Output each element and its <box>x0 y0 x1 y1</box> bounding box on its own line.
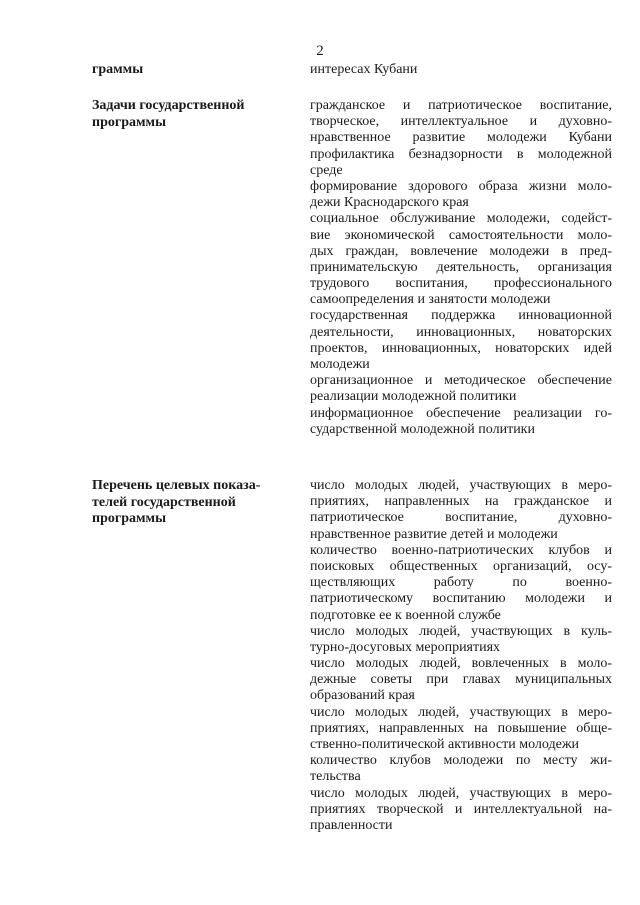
content-line: образований края <box>310 688 415 704</box>
content-line: дежные советы при главах муниципальных <box>310 672 612 688</box>
content-paragraph <box>310 308 612 373</box>
content-line: молодежи <box>310 357 370 373</box>
content-paragraph <box>310 786 612 835</box>
content-line: государственная поддержка инновационной <box>310 308 612 324</box>
content-line: нравственное развитие молодежи Кубани <box>310 130 612 146</box>
row-label-line: Задачи государственной <box>92 98 245 113</box>
content-line: нравственное развитие детей и молодежи <box>310 526 558 542</box>
content-line: организационное и методическое обеспечение <box>310 373 612 389</box>
content-paragraph <box>310 179 612 211</box>
content-line: гражданское и патриотическое воспитание, <box>310 98 612 113</box>
row-label-line: Перечень целевых показа- <box>92 478 261 493</box>
content-line: интересах Кубани <box>310 62 418 77</box>
page-number: 2 <box>316 43 324 59</box>
content-paragraph <box>310 705 612 754</box>
content-line: информационное обеспечение реализации го- <box>310 405 612 421</box>
content-line: проектов, инновационных, новаторских идей <box>310 340 612 356</box>
content-line: число молодых людей, участвующих в меро- <box>310 785 612 801</box>
content-line: профилактика безнадзорности в молодежной <box>310 146 612 162</box>
row-label-line: программы <box>92 511 166 526</box>
row-label <box>92 478 282 528</box>
content-line: тельства <box>310 769 361 785</box>
content-line: число молодых людей, участвующих в меро- <box>310 478 612 493</box>
content-paragraph <box>310 753 612 785</box>
row-content <box>310 478 612 834</box>
content-line: сударственной молодежной политики <box>310 421 535 437</box>
content-line: число молодых людей, участвующих в меро- <box>310 704 612 720</box>
row-label-line: телей государственной <box>92 494 236 510</box>
row-content <box>310 98 612 438</box>
content-line: количество военно-патриотических клубов и <box>310 542 612 558</box>
content-line: число молодых людей, участвующих в куль- <box>310 623 612 639</box>
content-paragraph <box>310 98 612 179</box>
row-label <box>92 62 282 79</box>
content-line: вие экономической самостоятельности моло- <box>310 227 612 243</box>
content-line: дежи Краснодарского края <box>310 195 469 211</box>
content-line: формирование здорового образа жизни моло- <box>310 178 612 194</box>
row-content <box>310 62 612 78</box>
row-label-line: программы <box>92 114 166 130</box>
content-line: принимательскую деятельность, организация <box>310 259 612 275</box>
content-line: приятиях творческой и интеллектуальной на- <box>310 801 612 817</box>
content-paragraph <box>310 478 612 543</box>
content-line: патриотическому воспитанию молодежи и <box>310 591 612 607</box>
content-line: среде <box>310 162 343 178</box>
row-label-line: граммы <box>92 62 144 77</box>
content-line: патриотическое воспитание, духовно- <box>310 510 612 526</box>
content-paragraph <box>310 62 612 78</box>
content-line: правленности <box>310 818 393 834</box>
content-line: трудового воспитания, профессионального <box>310 276 612 292</box>
content-line: ществляющих работу по военно- <box>310 575 612 591</box>
content-line: турно-досуговых мероприятиях <box>310 639 501 655</box>
content-paragraph <box>310 373 612 405</box>
content-paragraph <box>310 211 612 308</box>
content-line: число молодых людей, вовлеченных в моло- <box>310 656 612 672</box>
content-line: ственно-политической активности молодежи <box>310 737 579 753</box>
content-line: деятельности, инновационных, новаторских <box>310 324 612 340</box>
content-line: подготовке ее к военной службе <box>310 607 501 623</box>
content-line: дых граждан, вовлечение молодежи в пред- <box>310 243 612 259</box>
content-line: творческое, интеллектуальное и духовно- <box>310 114 612 130</box>
content-paragraph <box>310 406 612 438</box>
content-line: количество клубов молодежи по месту жи- <box>310 753 612 769</box>
content-line: реализации молодежной политики <box>310 389 517 405</box>
row-label <box>92 98 282 131</box>
content-paragraph <box>310 543 612 624</box>
content-paragraph <box>310 624 612 656</box>
content-line: приятиях, направленных на гражданское и <box>310 494 612 510</box>
content-line: социальное обслуживание молодежи, содейст- <box>310 211 612 227</box>
content-line: приятиях, направленных на повышение обще- <box>310 720 612 736</box>
content-line: самоопределения и занятости молодежи <box>310 292 551 308</box>
content-paragraph <box>310 656 612 705</box>
content-line: поисковых общественных организаций, осу- <box>310 558 612 574</box>
